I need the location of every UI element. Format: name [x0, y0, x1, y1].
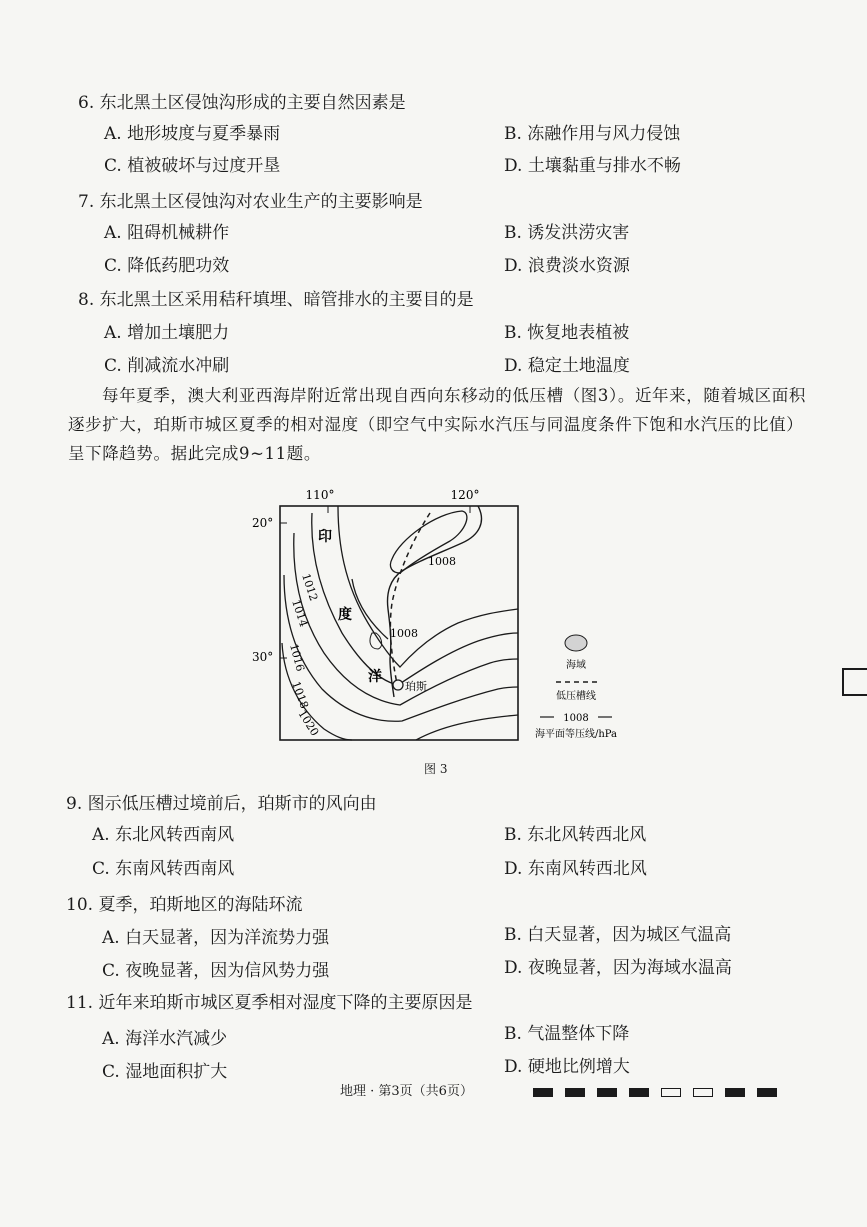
question-9-option-d: D. 东南风转西北风 [504, 859, 647, 879]
isobar-label-1020: 1020 [295, 707, 322, 739]
question-6-option-a: A. 地形坡度与夏季暴雨 [104, 124, 281, 144]
page-mark [565, 1088, 585, 1097]
question-8-stem: 8. 东北黑土区采用秸秆填埋、暗管排水的主要目的是 [78, 290, 474, 310]
isobar-label-1008-north: 1008 [428, 555, 456, 568]
isobar-label-1018: 1018 [289, 679, 311, 711]
figure-3-map [240, 483, 640, 758]
legend-isobar-label: 海平面等压线/hPa [534, 729, 618, 740]
question-6-option-c: C. 植被破坏与过度开垦 [104, 156, 281, 176]
ocean-char-yin: 印 [318, 529, 332, 545]
page-mark [597, 1088, 617, 1097]
question-8-option-a: A. 增加土壤肥力 [104, 323, 230, 343]
question-7-option-a: A. 阻碍机械耕作 [104, 223, 230, 243]
page-mark [757, 1088, 777, 1097]
isobar-1008-south [352, 579, 388, 639]
question-7-stem: 7. 东北黑土区侵蚀沟对农业生产的主要影响是 [78, 192, 423, 212]
question-9-option-c: C. 东南风转西南风 [92, 859, 235, 879]
legend-trough-label: 低压槽线 [556, 691, 596, 702]
question-10-option-a: A. 白天显著，因为洋流势力强 [102, 928, 330, 948]
question-9-option-a: A. 东北风转西南风 [92, 825, 235, 845]
lat-label-30: 30° [252, 650, 274, 664]
question-9-stem: 9. 图示低压槽过境前后，珀斯市的风向由 [66, 794, 377, 814]
question-11-option-c: C. 湿地面积扩大 [102, 1062, 228, 1082]
figure-caption: 图 3 [424, 762, 448, 776]
legend-sea-icon [565, 635, 587, 651]
isobar-label-1014: 1014 [289, 597, 311, 629]
isobar-1012 [338, 506, 518, 667]
perth-marker [393, 680, 403, 690]
page-mark [629, 1088, 649, 1097]
question-11-stem: 11. 近年来珀斯市城区夏季相对湿度下降的主要原因是 [66, 993, 473, 1013]
perth-label: 珀斯 [405, 680, 427, 693]
ocean-char-yang: 洋 [368, 669, 382, 685]
isobar-label-1012: 1012 [299, 571, 321, 603]
question-6-option-b: B. 冻融作用与风力侵蚀 [504, 124, 681, 144]
question-6-option-d: D. 土壤黏重与排水不畅 [504, 156, 681, 176]
question-7-option-c: C. 降低药肥功效 [104, 256, 230, 276]
question-10-stem: 10. 夏季，珀斯地区的海陆环流 [66, 895, 303, 915]
coastline [388, 506, 482, 697]
question-8-option-d: D. 稳定土地温度 [504, 356, 630, 376]
legend-sea-label: 海域 [566, 660, 586, 671]
page-edge-tab [842, 668, 867, 696]
isobar-label-1008-south: 1008 [390, 627, 418, 640]
question-7-option-d: D. 浪费淡水资源 [504, 256, 630, 276]
question-8-option-b: B. 恢复地表植被 [504, 323, 630, 343]
question-10-option-c: C. 夜晚显著，因为信风势力强 [102, 961, 330, 981]
lon-label-110: 110° [305, 488, 335, 502]
legend-isobar-value: 1008 [563, 713, 589, 724]
question-10-option-b: B. 白天显著，因为城区气温高 [504, 925, 732, 945]
page-footer: 地理 · 第3页（共6页） [340, 1084, 473, 1099]
question-11-option-d: D. 硬地比例增大 [504, 1057, 630, 1077]
page-mark [533, 1088, 553, 1097]
page-mark [725, 1088, 745, 1097]
question-11-option-a: A. 海洋水汽减少 [102, 1029, 228, 1049]
isobar-label-1016: 1016 [287, 642, 307, 673]
question-10-option-d: D. 夜晚显著，因为海域水温高 [504, 958, 732, 978]
question-7-option-b: B. 诱发洪涝灾害 [504, 223, 630, 243]
question-6-stem: 6. 东北黑土区侵蚀沟形成的主要自然因素是 [78, 93, 406, 113]
question-8-option-c: C. 削减流水冲刷 [104, 356, 230, 376]
page-mark [693, 1088, 713, 1097]
page-marks [533, 1082, 789, 1092]
lon-label-120: 120° [450, 488, 480, 502]
ocean-char-du: 度 [338, 607, 352, 623]
question-9-option-b: B. 东北风转西北风 [504, 825, 647, 845]
isobar-1020-east [416, 715, 518, 740]
question-11-option-b: B. 气温整体下降 [504, 1024, 630, 1044]
page-mark [661, 1088, 681, 1097]
intro-paragraph: 每年夏季，澳大利亚西海岸附近常出现自西向东移动的低压槽（图3）。近年来，随着城区面积逐步扩大，珀斯市城区夏季的相对湿度（即空气中实际水汽压与同温度条件下饱和水汽压的比值）呈下降趋势。据此完成9~11题。 [68, 386, 806, 463]
lat-label-20: 20° [252, 516, 274, 530]
